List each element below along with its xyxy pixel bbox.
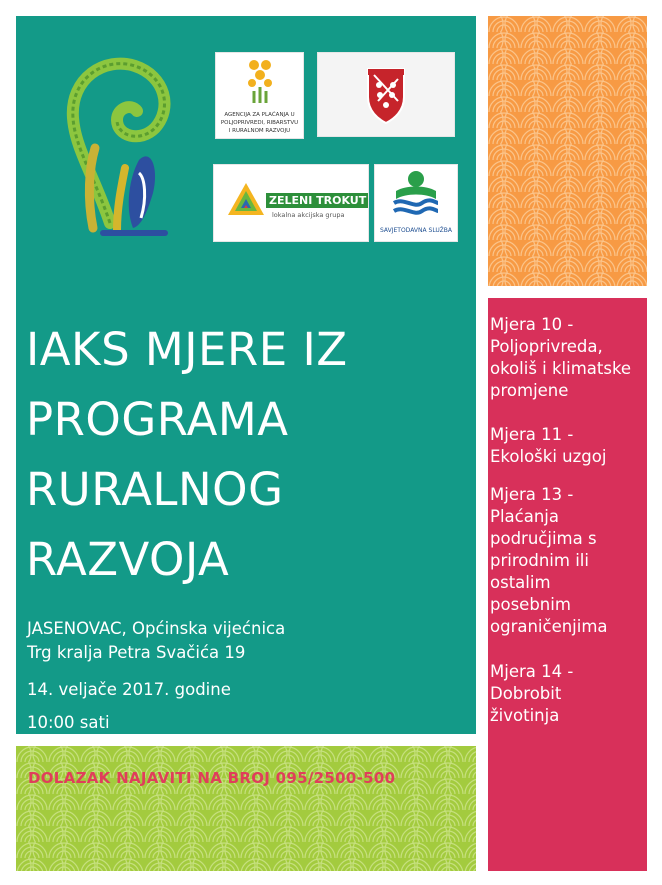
measure-11-line2: Ekološki uzgoj [490,447,607,466]
measure-10 [490,314,648,402]
event-time: 10:00 sati [27,713,110,732]
measure-10-line4: promjene [490,381,569,400]
coat-of-arms-logo [317,52,455,137]
savjetodavna-name: SAVJETODAVNA SLUŽBA [379,227,452,234]
measure-14-line3: životinja [490,706,560,725]
agency-logo [215,52,304,139]
measure-10-line1: Mjera 10 - [490,315,574,334]
triangle-emblem-icon [226,181,266,221]
title-line-2: PROGRAMA [26,393,289,446]
agency-line1: AGENCIJA ZA PLAĆANJA U [224,112,295,118]
coat-of-arms-icon [364,61,408,127]
title-line-1: IAKS MJERE IZ [26,323,348,376]
call-to-action: DOLAZAK NAJAVITI NA BROJ 095/2500-500 [28,769,396,787]
location-line-2: Trg kralja Petra Svačića 19 [27,643,246,662]
fern-logo-icon [55,48,185,243]
measure-13-line1: Mjera 13 - [490,485,574,504]
measure-14-line1: Mjera 14 - [490,662,574,681]
agency-line3: I RURALNOM RAZVOJU [228,128,291,134]
event-date: 14. veljače 2017. godine [27,680,231,699]
measure-11-line1: Mjera 11 - [490,425,574,444]
zeleni-trokut-name: ZELENI TROKUT [266,193,368,208]
measure-13-line7: ograničenjima [490,617,608,636]
measure-10-line3: okoliš i klimatske [490,359,632,378]
savjetodavna-logo [374,164,458,242]
title-line-3: RURALNOG [26,463,284,516]
orange-pattern-panel [488,16,647,286]
savjetodavna-emblem-icon [392,169,440,219]
zeleni-trokut-logo [213,164,369,242]
measure-13-line6: posebnim [490,595,571,614]
agency-line2: POLJOPRIVREDI, RIBARSTVU [220,120,299,126]
measure-11 [490,424,648,468]
measure-13-line3: područjima s [490,529,597,548]
title-line-4: RAZVOJA [26,533,230,586]
agency-flower-icon [244,57,276,105]
page-title [26,315,466,595]
measure-10-line2: Poljoprivreda, [490,337,603,356]
measure-13-line4: prirodnim ili [490,551,589,570]
measure-13-line5: ostalim [490,573,551,592]
measure-13-line2: Plaćanja [490,507,559,526]
zeleni-trokut-subtitle: lokalna akcijska grupa [272,211,345,219]
green-pattern-panel [16,746,476,871]
event-location [27,617,285,665]
measure-13 [490,484,648,638]
measure-14 [490,661,648,727]
location-line-1: JASENOVAC, Općinska vijećnica [27,619,286,638]
measure-14-line2: Dobrobit [490,684,562,703]
